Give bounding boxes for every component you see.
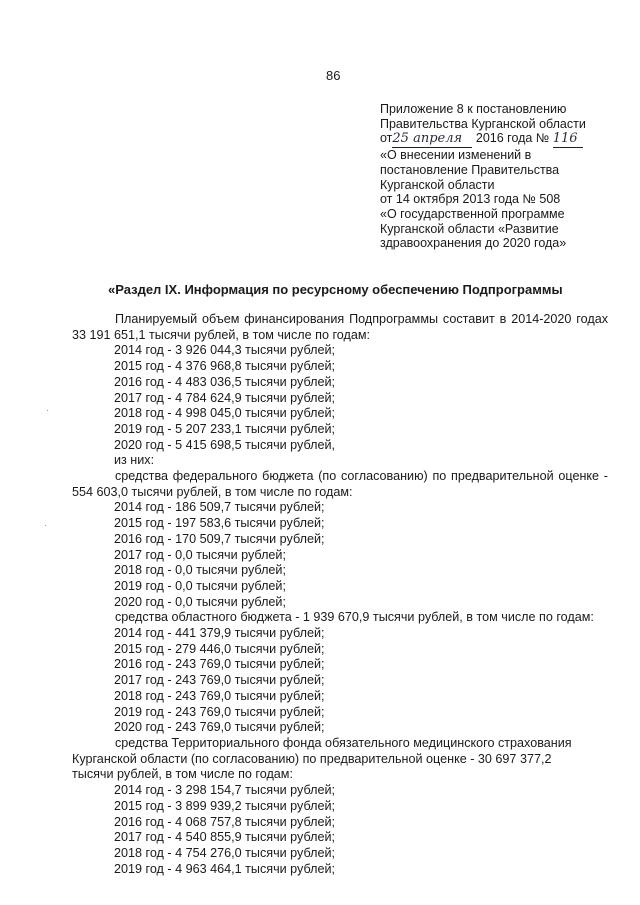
appendix-line: «О внесении изменений в xyxy=(380,148,532,163)
regional-year-2014: 2014 год - 441 379,9 тысячи рублей; xyxy=(114,626,325,641)
total-year-2018: 2018 год - 4 998 045,0 тысячи рублей; xyxy=(114,406,335,421)
scan-artifact: · xyxy=(46,405,50,416)
tfoms-year-2019: 2019 год - 4 963 464,1 тысячи рублей; xyxy=(114,861,335,876)
appendix-line: Курганской области «Развитие xyxy=(380,221,559,236)
date-prefix: от xyxy=(380,131,393,146)
total-year-2019: 2019 год - 5 207 233,1 тысячи рублей; xyxy=(114,421,335,436)
regional-paragraph: средства областного бюджета - 1 939 670,9 тысячи рублей, в том числе по годам: xyxy=(115,610,594,625)
regional-year-2020: 2020 год - 243 769,0 тысячи рублей; xyxy=(114,720,325,735)
federal-year-2015: 2015 год - 197 583,6 тысячи рублей; xyxy=(114,516,325,531)
total-year-2016: 2016 год - 4 483 036,5 тысячи рублей; xyxy=(114,374,335,389)
appendix-date-line xyxy=(380,131,620,148)
total-year-2017: 2017 год - 4 784 624,9 тысячи рублей; xyxy=(114,390,335,405)
tfoms-year-2017: 2017 год - 4 540 855,9 тысячи рублей; xyxy=(114,830,335,845)
appendix-line: постановление Правительства xyxy=(380,162,560,177)
of-which-label: из них: xyxy=(114,453,155,468)
tfoms-year-2016: 2016 год - 4 068 757,8 тысячи рублей; xyxy=(114,814,335,829)
appendix-line: Правительства Курганской области xyxy=(380,116,586,131)
federal-year-2018: 2018 год - 0,0 тысячи рублей; xyxy=(114,563,286,578)
appendix-line: от 14 октября 2013 года № 508 xyxy=(380,192,561,207)
regional-year-2017: 2017 год - 243 769,0 тысячи рублей; xyxy=(114,673,325,688)
handwritten-number: 116 xyxy=(553,132,583,148)
tfoms-line-3: тысячи рублей, в том числе по годам: xyxy=(72,767,293,782)
appendix-block xyxy=(380,102,620,251)
regional-year-2019: 2019 год - 243 769,0 тысячи рублей; xyxy=(114,704,325,719)
tfoms-line-2: Курганской области (по согласованию) по предварительной оценке - 30 697 377,2 xyxy=(72,751,552,766)
appendix-line: здравоохранения до 2020 года» xyxy=(380,236,567,251)
total-year-2014: 2014 год - 3 926 044,3 тысячи рублей; xyxy=(114,343,335,358)
document-body xyxy=(72,312,608,877)
federal-paragraph: средства федерального бюджета (по согласованию) по предварительной оценке - 554 603,0 тысячи рублей, в том числе по годам: xyxy=(72,469,608,499)
federal-year-2019: 2019 год - 0,0 тысячи рублей; xyxy=(114,578,286,593)
tfoms-year-2018: 2018 год - 4 754 276,0 тысячи рублей; xyxy=(114,845,335,860)
appendix-line: «О государственной программе xyxy=(380,206,565,221)
total-year-2015: 2015 год - 4 376 968,8 тысячи рублей; xyxy=(114,359,335,374)
appendix-line: Приложение 8 к постановлению xyxy=(380,102,567,116)
intro-paragraph: Планируемый объем финансирования Подпрограммы составит в 2014-2020 годах 33 191 651,1 тысячи рублей, в том числе по годам: xyxy=(72,312,608,342)
federal-year-2020: 2020 год - 0,0 тысячи рублей; xyxy=(114,594,286,609)
tfoms-year-2015: 2015 год - 3 899 939,2 тысячи рублей; xyxy=(114,798,335,813)
federal-year-2016: 2016 год - 170 509,7 тысячи рублей; xyxy=(114,531,325,546)
section-heading: «Раздел IX. Информация по ресурсному обеспечению Подпрограммы xyxy=(108,282,563,297)
regional-year-2015: 2015 год - 279 446,0 тысячи рублей; xyxy=(114,641,325,656)
tfoms-line-1: средства Территориального фонда обязательного медицинского страхования xyxy=(115,735,572,750)
date-year: 2016 года № xyxy=(475,131,550,146)
handwritten-date: 25 апреля xyxy=(392,132,472,148)
page-number: 86 xyxy=(326,68,341,83)
federal-year-2017: 2017 год - 0,0 тысячи рублей; xyxy=(114,547,286,562)
federal-year-2014: 2014 год - 186 509,7 тысячи рублей; xyxy=(114,500,325,515)
regional-year-2016: 2016 год - 243 769,0 тысячи рублей; xyxy=(114,657,325,672)
scan-artifact: · xyxy=(44,520,48,531)
tfoms-year-2014: 2014 год - 3 298 154,7 тысячи рублей; xyxy=(114,783,335,798)
regional-year-2018: 2018 год - 243 769,0 тысячи рублей; xyxy=(114,688,325,703)
appendix-line: Курганской области xyxy=(380,177,495,192)
total-year-2020: 2020 год - 5 415 698,5 тысячи рублей, xyxy=(114,437,335,452)
